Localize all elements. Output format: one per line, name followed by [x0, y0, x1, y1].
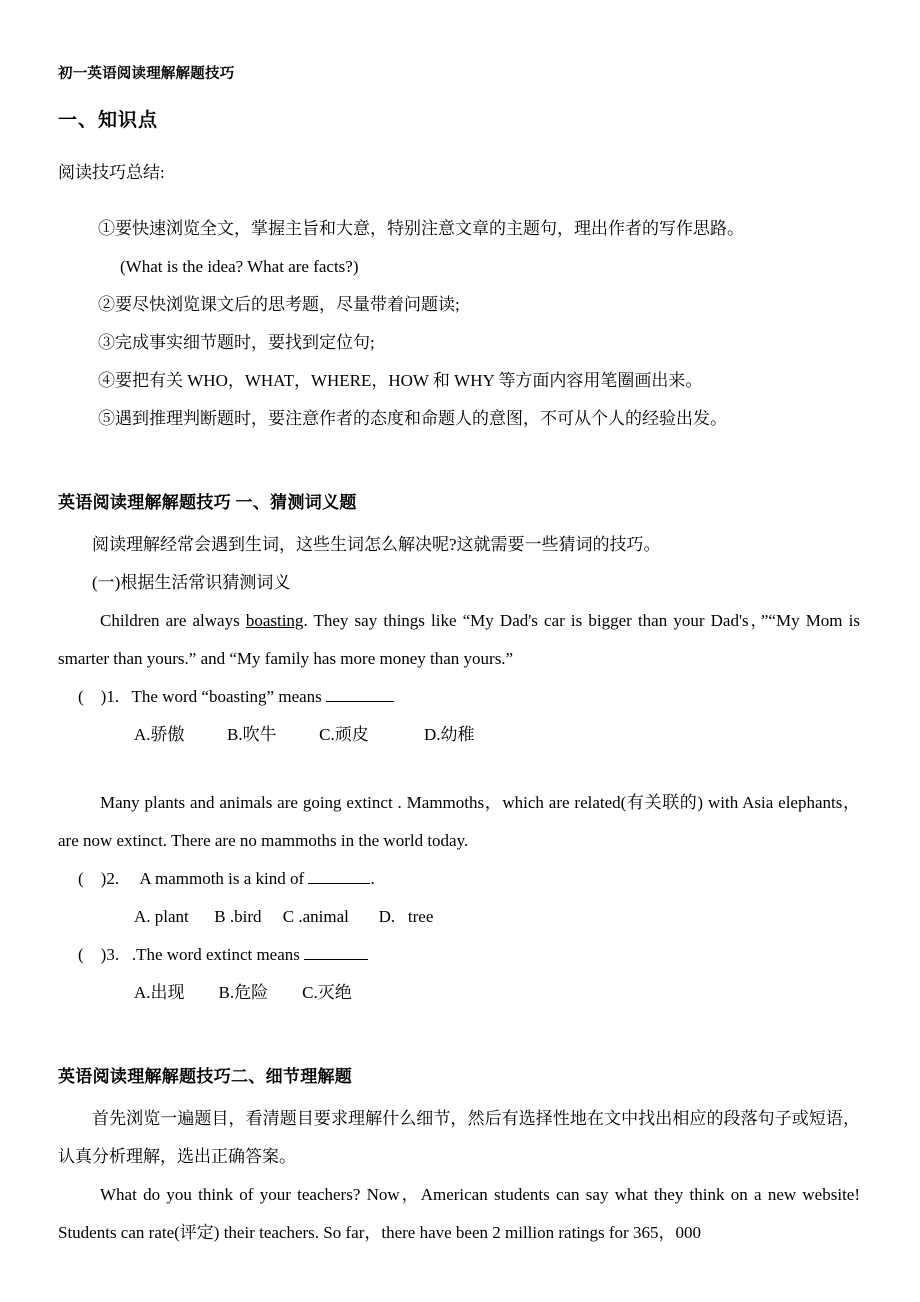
- passage-boasting: [58, 602, 860, 678]
- passage-boasting-post: . They say things like “My Dad's car is bigger than your Dad's，”“My Mom is smarter than yours.” and “My family has more money than yours.”: [58, 611, 860, 668]
- part-two-lead: 首先浏览一遍题目，看清题目要求理解什么细节，然后有选择性地在文中找出相应的段落句子或短语，认真分析理解，选出正确答案。: [58, 1109, 860, 1166]
- spacer: [58, 438, 860, 490]
- list-item: ④要把有关 WHO，WHAT，WHERE，HOW 和 WHY 等方面内容用笔圈画出来。: [98, 371, 703, 390]
- part-one-lead: 阅读理解经常会遇到生词，这些生词怎么解决呢?这就需要一些猜词的技巧。: [92, 535, 661, 554]
- option-b[interactable]: B.吹牛: [227, 725, 277, 744]
- passage-boasting-pre: Children are always: [100, 611, 246, 630]
- list-item: ①要快速浏览全文，掌握主旨和大意，特别注意文章的主题句，理出作者的写作思路。: [98, 219, 744, 238]
- question-2-marker: ( )2.: [78, 869, 120, 888]
- document-body: [58, 62, 860, 1252]
- list-item: ⑤遇到推理判断题时，要注意作者的态度和命题人的意图，不可从个人的经验出发。: [98, 409, 727, 428]
- question-1-text: The word “boasting” means: [131, 687, 322, 706]
- underlined-word-boasting: boasting: [245, 611, 304, 630]
- option-c[interactable]: C.顽皮: [319, 725, 369, 744]
- question-2: [58, 860, 860, 898]
- passage-teacher-ratings: What do you think of your teachers? Now，American students can say what they think on a new website! Students can rate(评定) their teachers. So far，there have been 2 million ratings for 365，000: [58, 1185, 860, 1242]
- option-b[interactable]: B.危险: [218, 983, 269, 1002]
- option-d[interactable]: D.幼稚: [423, 725, 475, 744]
- question-3-blank[interactable]: [304, 959, 368, 960]
- question-3-marker: ( )3.: [78, 945, 120, 964]
- document-title: 初一英语阅读理解解题技巧: [58, 66, 235, 82]
- question-1-marker: ( )1.: [78, 687, 120, 706]
- question-1-options: [58, 716, 860, 754]
- option-a[interactable]: A. plant: [134, 907, 189, 926]
- reading-tips-label: 阅读技巧总结:: [58, 163, 165, 182]
- question-3: [58, 936, 860, 974]
- option-c[interactable]: C .animal: [282, 907, 349, 926]
- question-2-period: .: [370, 869, 375, 888]
- reading-tips-list: [58, 210, 860, 438]
- question-2-blank[interactable]: [308, 883, 370, 884]
- question-2-text: A mammoth is a kind of: [139, 869, 305, 888]
- heading-part-one: 英语阅读理解解题技巧 一、猜测词义题: [58, 493, 357, 512]
- list-item: ③完成事实细节题时，要找到定位句;: [98, 333, 375, 352]
- question-1-blank[interactable]: [326, 701, 394, 702]
- option-a[interactable]: A.骄傲: [134, 725, 185, 744]
- heading-part-two: 英语阅读理解解题技巧二、细节理解题: [58, 1067, 353, 1086]
- spacer: [58, 1012, 860, 1064]
- question-2-options: [58, 898, 860, 936]
- list-item: ②要尽快浏览课文后的思考题，尽量带着问题读;: [98, 295, 460, 314]
- part-one-subheading: (一)根据生活常识猜测词义: [92, 573, 291, 592]
- spacer: [58, 754, 860, 784]
- option-d[interactable]: D. tree: [378, 907, 434, 926]
- passage-mammoth: Many plants and animals are going extinct . Mammoths，which are related(有关联的) with Asia elephants，are now extinct. There are no mammoths in the world today.: [58, 793, 860, 850]
- question-3-text: .The word extinct means: [131, 945, 300, 964]
- option-a[interactable]: A.出现: [134, 983, 185, 1002]
- question-1: [58, 678, 860, 716]
- tip-aside-question: (What is the idea? What are facts?): [120, 257, 359, 276]
- question-3-options: [58, 974, 860, 1012]
- option-c[interactable]: C.灭绝: [302, 983, 352, 1002]
- section-heading-knowledge-points: 一、知识点: [58, 110, 159, 131]
- option-b[interactable]: B .bird: [214, 907, 262, 926]
